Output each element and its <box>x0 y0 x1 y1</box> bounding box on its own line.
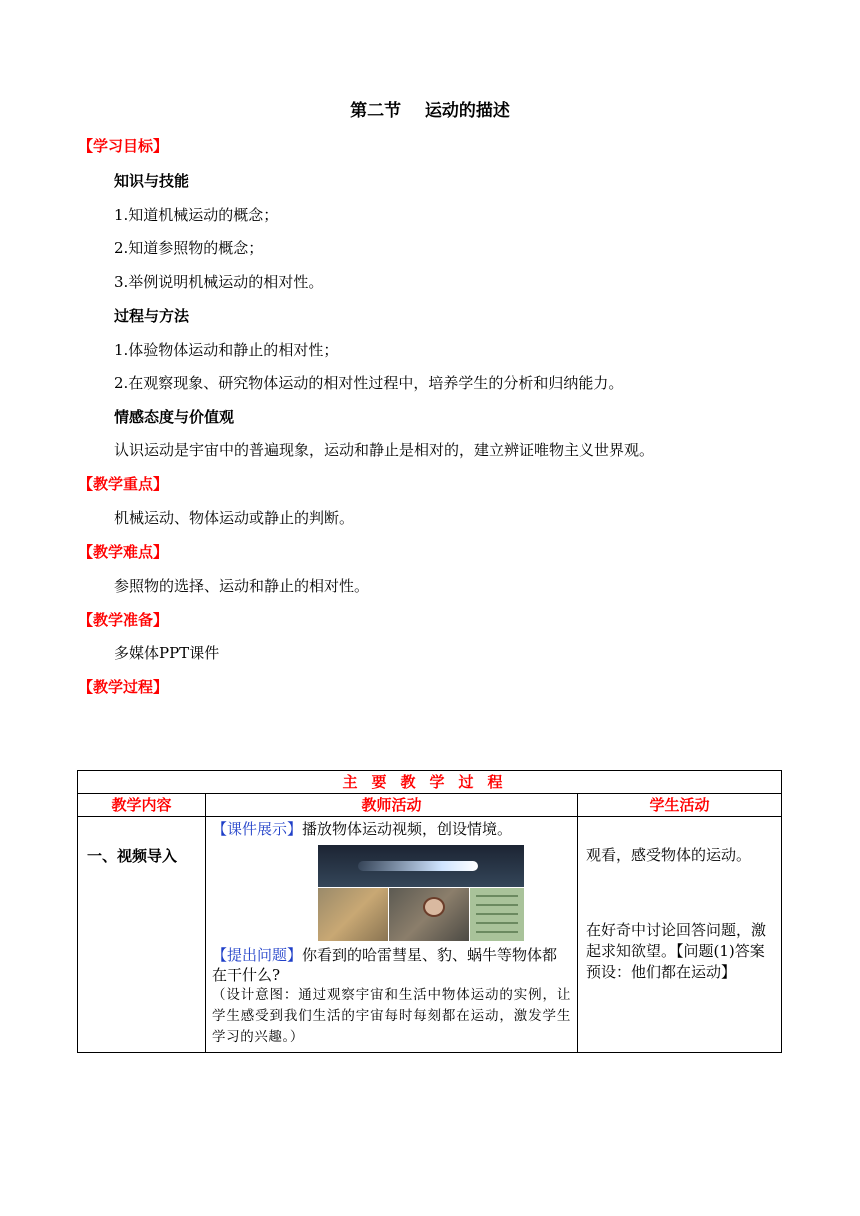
key-points-heading: 【教学重点】 <box>78 475 169 493</box>
courseware-text: 播放物体运动视频，创设情境。 <box>302 820 513 838</box>
knowledge-heading: 知识与技能 <box>114 172 190 190</box>
process-item-1: 1.体验物体运动和静止的相对性； <box>114 341 339 359</box>
teaching-process-table <box>77 770 782 1053</box>
design-intent-note: （设计意图：通过观察宇宙和生活中物体运动的实例，让学生感受到我们生活的宇宙每时每刻都在运动，激发学生学习的兴趣。） <box>212 987 571 1045</box>
key-points-text: 机械运动、物体运动或静止的判断。 <box>114 509 355 527</box>
teacher-activity-cell <box>206 817 578 1053</box>
row-content-label: 一、视频导入 <box>78 817 206 1053</box>
question-tag: 【提出问题】 <box>212 946 303 964</box>
objectives-heading: 【学习目标】 <box>78 137 169 155</box>
student-activity-cell <box>578 817 782 1053</box>
student-activity-2: 在好奇中讨论回答问题，激起求知欲望。【问题(1)答案预设：他们都在运动】 <box>586 921 767 981</box>
difficulties-text: 参照物的选择、运动和静止的相对性。 <box>114 577 370 595</box>
question-text: 你看到的哈雷彗星、豹、蜗牛等物体都在干什么? <box>212 946 558 984</box>
page-title: 第二节 运动的描述 <box>350 101 510 121</box>
difficulties-heading: 【教学难点】 <box>78 543 169 561</box>
knowledge-item-2: 2.知道参照物的概念； <box>114 239 264 257</box>
courseware-tag: 【课件展示】 <box>212 820 303 838</box>
motion-video-image <box>318 845 524 941</box>
table-title: 主要教学过程 <box>78 771 782 794</box>
teacher-line-1 <box>212 819 571 839</box>
process-heading: 过程与方法 <box>114 307 190 325</box>
slide-thumbnail-image <box>470 888 524 941</box>
snail-shell-image <box>423 897 445 917</box>
teacher-line-2 <box>212 945 571 985</box>
table-row <box>78 817 782 1053</box>
preparation-heading: 【教学准备】 <box>78 611 169 629</box>
emotion-heading: 情感态度与价值观 <box>114 408 235 426</box>
process-item-2: 2.在观察现象、研究物体运动的相对性过程中，培养学生的分析和归纳能力。 <box>114 374 624 392</box>
comet-image <box>358 861 478 871</box>
knowledge-item-1: 1.知道机械运动的概念； <box>114 206 279 224</box>
student-activity-1: 观看，感受物体的运动。 <box>586 846 752 864</box>
emotion-text: 认识运动是宇宙中的普遍现象，运动和静止是相对的，建立辨证唯物主义世界观。 <box>114 441 655 459</box>
process-steps-heading: 【教学过程】 <box>78 678 169 696</box>
column-header-content: 教学内容 <box>78 794 206 817</box>
column-header-teacher: 教师活动 <box>206 794 578 817</box>
knowledge-item-3: 3.举例说明机械运动的相对性。 <box>114 273 324 291</box>
preparation-text: 多媒体PPT课件 <box>114 644 220 662</box>
leopard-image <box>318 888 388 941</box>
column-header-student: 学生活动 <box>578 794 782 817</box>
